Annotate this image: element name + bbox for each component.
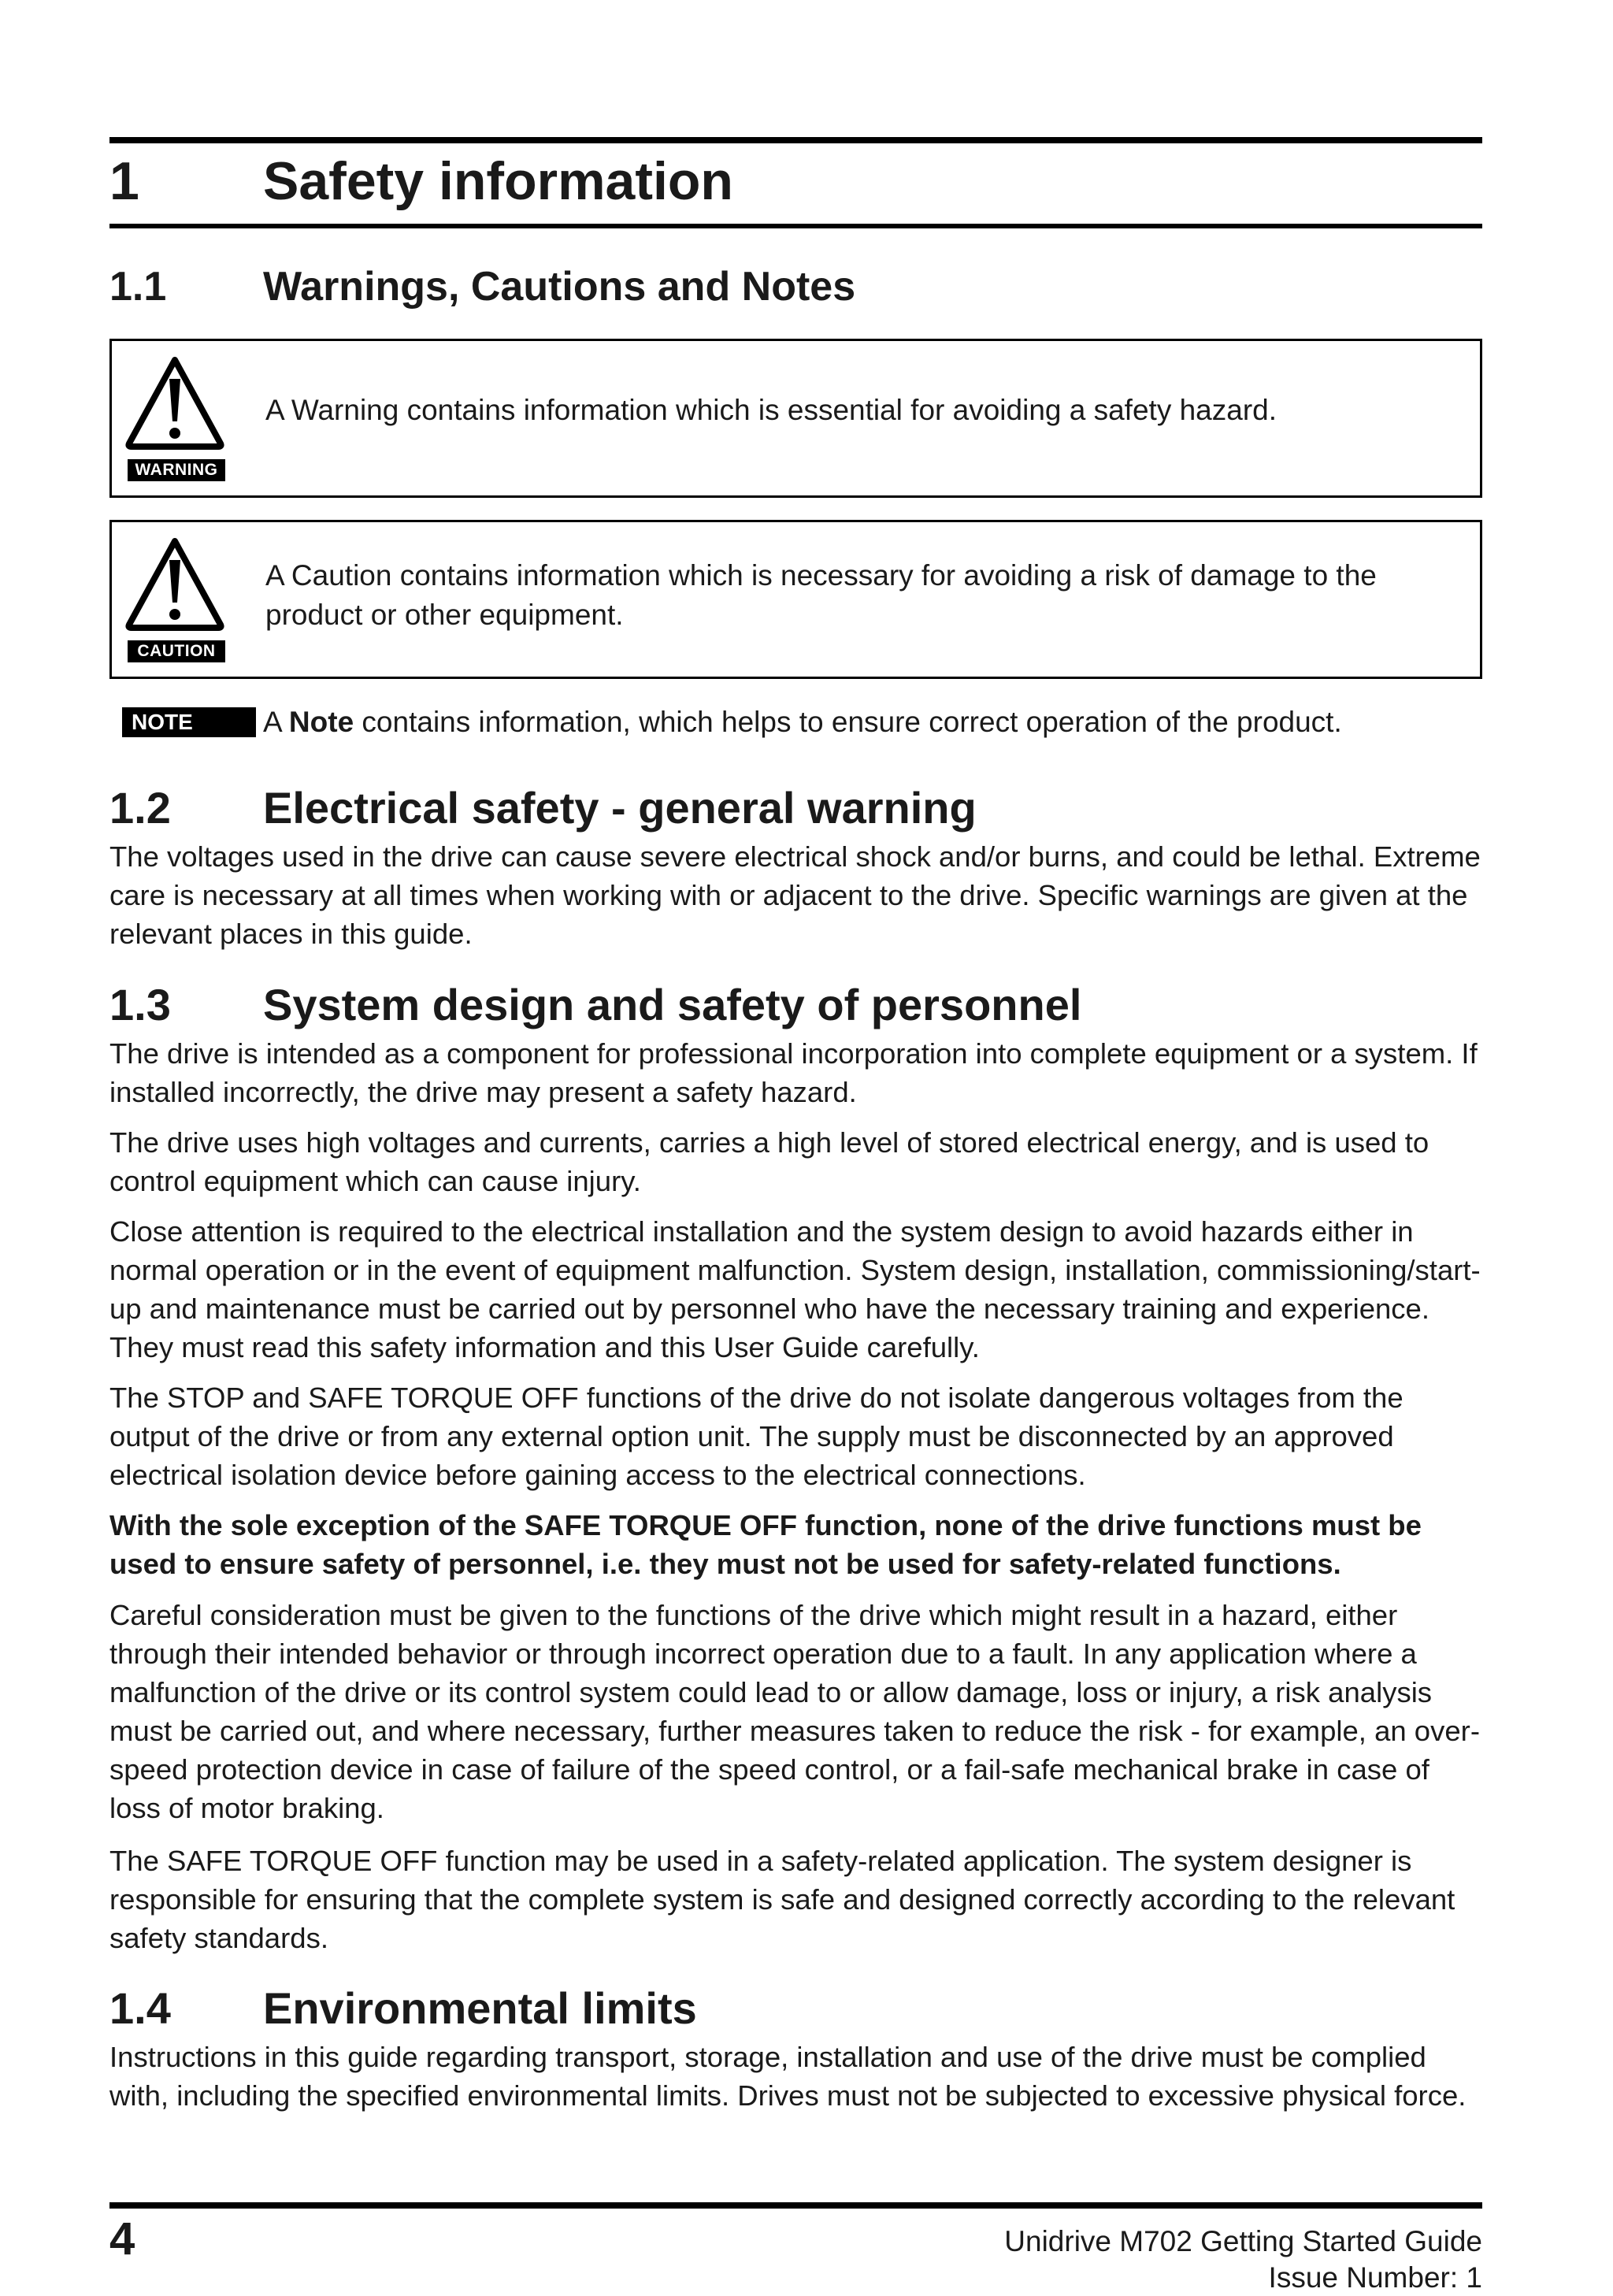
warning-triangle-icon: [124, 355, 225, 450]
paragraph-system-design-4: The STOP and SAFE TORQUE OFF functions of the drive do not isolate dangerous voltages from the output of the drive or from any external option unit. The supply must be disconnected by an approved electrical isolation device before gaining access to the electrical connections.: [109, 1382, 1403, 1491]
warning-text: A Warning contains information which is essential for avoiding a safety hazard.: [265, 394, 1277, 426]
section-number: 1.4: [109, 1983, 171, 2033]
chapter-number: 1: [109, 151, 139, 211]
note-row: [109, 703, 1482, 744]
footer-rule: [109, 2202, 1482, 2209]
footer-guide-info: [1004, 2224, 1482, 2296]
paragraph-system-design-6: The SAFE TORQUE OFF function may be used in a safety-related application. The system designer is responsible for ensuring that the complete system is safe and designed correctly according to the relevant safety standards.: [109, 1845, 1455, 1954]
note-text: [263, 703, 1342, 742]
paragraph-system-design-5: Careful consideration must be given to the functions of the drive which might result in a hazard, either through their intended behavior or through incorrect operation due to a fault. In any application where a malfunction of the drive or its control system could lead to or allow damage, loss or injury, a risk analysis must be carried out, and where necessary, further measures taken to reduce the risk - for example, an over-speed protection device in case of failure of the speed control, or a fail-safe mechanical brake in case of loss of motor braking.: [109, 1599, 1480, 1824]
note-rest: contains information, which helps to ensure correct operation of the product.: [354, 706, 1342, 738]
chapter-top-rule: [109, 137, 1482, 143]
section-title: Environmental limits: [263, 1983, 697, 2033]
footer-guide-title: Unidrive M702 Getting Started Guide: [1004, 2225, 1482, 2257]
paragraph-electrical-safety: The voltages used in the drive can cause severe electrical shock and/or burns, and could be lethal. Extreme care is necessary at all times when working with or adjacent to the drive. Specific warnings are given at the relevant places in this guide.: [109, 840, 1481, 950]
caution-box: [109, 520, 1482, 679]
section-title: Electrical safety - general warning: [263, 783, 977, 833]
section-title: Warnings, Cautions and Notes: [263, 264, 856, 310]
paragraph-system-design-2: The drive uses high voltages and currents, carries a high level of stored electrical energy, and is used to control equipment which can cause injury.: [109, 1126, 1429, 1197]
paragraph-safety-exception: With the sole exception of the SAFE TORQUE OFF function, none of the drive functions must be used to ensure safety of personnel, i.e. they must not be used for safety-related functions.: [109, 1509, 1422, 1580]
section-number: 1.2: [109, 783, 171, 833]
section-number: 1.1: [109, 264, 167, 310]
page-number: 4: [109, 2213, 135, 2264]
paragraph-environmental-limits: Instructions in this guide regarding transport, storage, installation and use of the drive must be complied with, including the specified environmental limits. Drives must not be subjected to excessive physical force.: [109, 2041, 1467, 2112]
section-number: 1.3: [109, 980, 171, 1029]
chapter-bottom-rule: [109, 224, 1482, 228]
warning-box: [109, 339, 1482, 498]
paragraph-system-design-3: Close attention is required to the electrical installation and the system design to avoid hazards either in normal operation or in the event of equipment malfunction. System design, installation, commissioning/start-up and maintenance must be carried out by personnel who have the necessary training and experience. They must read this safety information and this User Guide carefully.: [109, 1215, 1481, 1363]
caution-label: CAUTION: [128, 640, 225, 662]
warning-label: WARNING: [128, 459, 225, 481]
paragraph-system-design-1: The drive is intended as a component for professional incorporation into complete equipment or a system. If installed incorrectly, the drive may present a safety hazard.: [109, 1037, 1478, 1108]
note-bold-word: Note: [288, 706, 354, 738]
caution-triangle-icon: [124, 536, 225, 631]
caution-text: A Caution contains information which is necessary for avoiding a risk of damage to the product or other equipment.: [265, 559, 1377, 631]
note-prefix: A: [263, 706, 289, 738]
note-label: NOTE: [122, 707, 256, 737]
footer-issue-number: Issue Number: 1: [1268, 2261, 1482, 2294]
section-title: System design and safety of personnel: [263, 980, 1082, 1029]
chapter-title: Safety information: [263, 151, 733, 211]
